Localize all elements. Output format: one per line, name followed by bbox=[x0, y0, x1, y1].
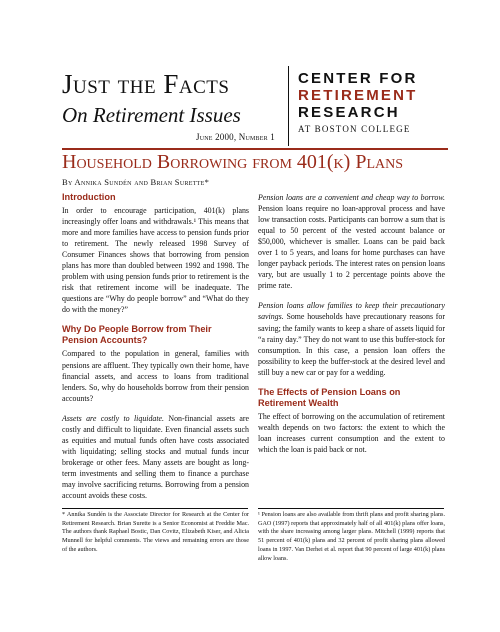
footnote-authors: * Annika Sundén is the Associate Director for Research at the Center for Retirement Research. Brian Surette is a Senior Economist at Freddie Mac. The authors thank Raphael Bostic, Dan Covitz, Elizabeth Kiser, and Alicia Munnell for helpful comments. The views and remaining errors are those of the authors. bbox=[62, 511, 249, 553]
footnote-rule-right bbox=[258, 508, 444, 509]
paragraph-body: Non-financial assets are costly and difficult to liquidate. Even financial assets such as equities and mutual funds often have costs associated with liquidating; selling stocks and mutual funds incur brokerage or other fees. Many assets are bought as long-term investments and selling them to finance a purchase may involve sacrificing returns. Borrowing from a pension account avoids these costs. bbox=[62, 413, 249, 501]
article-authors: By Annika Sundén and Brian Surette* bbox=[62, 177, 210, 187]
org-line-4: AT BOSTON COLLEGE bbox=[298, 124, 411, 134]
paragraph bbox=[258, 192, 445, 291]
paragraph: The effect of borrowing on the accumulation of retirement wealth depends on two factors: the extent to which the loan increases current consumption and the extent to which the loan is paid back or not. bbox=[258, 411, 445, 454]
paragraph-lead: Assets are costly to liquidate. bbox=[62, 413, 165, 423]
footnote-rule-left bbox=[62, 508, 248, 509]
paragraph-body: Pension loans require no loan-approval process and have low transaction costs. Participants can borrow a sum that is equal to 50 percent of the vested account balance or $50,000, whichever is smaller. Loans can be paid back over 1 to 5 years, and loans for home purchases can have longer payback periods. The interest rates on pension loans vary, but are usually 1 to 2 percentage points above the prime rate. bbox=[258, 204, 445, 291]
issue-number: June 2000, Number 1 bbox=[196, 132, 275, 142]
series-title-block bbox=[62, 70, 282, 126]
paragraph-lead: Pension loans are a convenient and cheap way to borrow. bbox=[258, 193, 445, 202]
org-logo bbox=[298, 70, 448, 134]
paragraph-lead: Pension loans allow families to keep their precautionary savings. bbox=[258, 301, 445, 322]
paragraph bbox=[62, 413, 249, 501]
org-line-2: RETIREMENT bbox=[298, 87, 418, 104]
section-heading-effects: The Effects of Pension Loans on Retirement Wealth bbox=[258, 386, 401, 408]
section-heading-introduction: Introduction bbox=[62, 192, 116, 202]
paragraph-body: Some households have precautionary reasons for saving; the family wants to keep a share of assets liquid for “a rainy day.” They do not want to use this buffer-stock for consumption. In this case, a pension loan offers the possibility to keep the buffer-stock at the desired level and still buy a new car or pay for a wedding. bbox=[258, 312, 445, 377]
series-title: Just the Facts bbox=[62, 69, 230, 99]
left-column bbox=[62, 192, 249, 510]
series-subtitle: On Retirement Issues bbox=[62, 103, 241, 127]
paragraph: Compared to the population in general, families with pensions are affluent. They typically own their home, have financial assets, and access to loans from traditional lenders. So, why do households borrow from their pension accounts? bbox=[62, 349, 249, 403]
section-heading-why-borrow: Why Do People Borrow from Their Pension Accounts? bbox=[62, 324, 212, 346]
paragraph bbox=[258, 300, 445, 377]
org-line-1: CENTER FOR bbox=[298, 70, 418, 87]
right-column bbox=[258, 192, 445, 464]
org-line-3: RESEARCH bbox=[298, 104, 400, 121]
footnote-1: ¹ Pension loans are also available from thrift plans and profit sharing plans. GAO (1997) reports that approximately half of all 401(k) plans offer loans, with the share increasing among larger plans. Mitchell (1999) reports that 51 percent of 401(k) plans and 32 percent of profit sharing plans allowed loans in 1997. Van Derhei et al. report that 90 percent of large 401(k) plans allow loans. bbox=[258, 511, 445, 562]
article-title: Household Borrowing from 401(k) Plans bbox=[62, 151, 404, 173]
paragraph: In order to encourage participation, 401(k) plans increasingly offer loans and withdrawals.¹ This means that more and more families have access to pension funds prior to retirement. The newly released 1998 Survey of Consumer Finances shows that borrowing from pension plans has more than doubled between 1992 and 1998. The problem with using pension funds prior to retirement is the risk that retirement income will be inadequate. The questions are “Why do people borrow” and “What do they do with the money?” bbox=[62, 206, 249, 315]
header-divider bbox=[288, 66, 289, 146]
